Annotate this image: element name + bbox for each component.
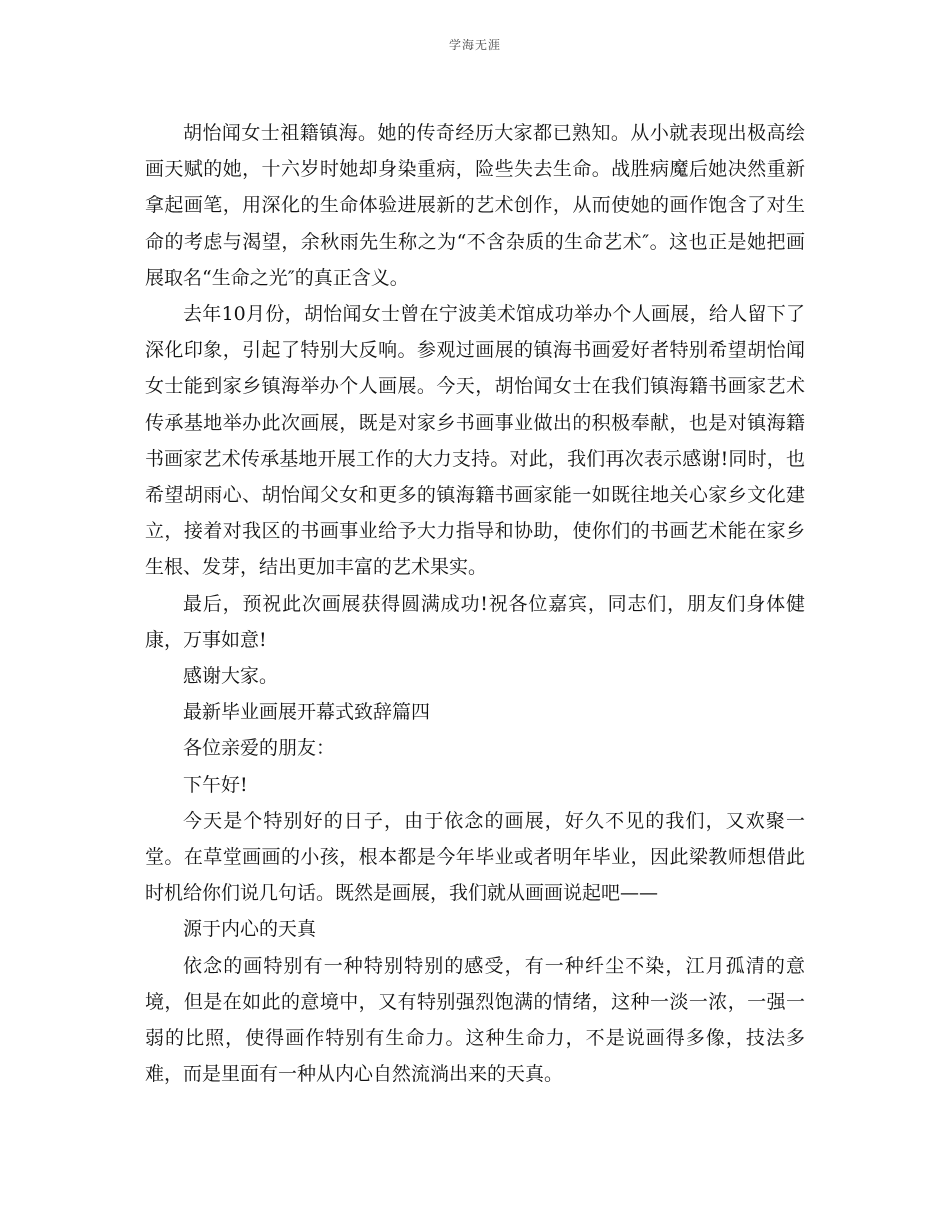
paragraph: 最后，预祝此次画展获得圆满成功!祝各位嘉宾，同志们，朋友们身体健康，万事如意! bbox=[145, 592, 805, 651]
paragraph: 感谢大家。 bbox=[183, 665, 279, 688]
subheading: 源于内心的天真 bbox=[183, 918, 317, 941]
document-body bbox=[145, 115, 805, 1092]
paragraph: 胡怡闻女士祖籍镇海。她的传奇经历大家都已熟知。从小就表现出极高绘画天赋的她，十六岁时她却身染重病，险些失去生命。战胜病魔后她决然重新拿起画笔，用深化的生命体验进展新的艺术创作，从而使她的画作饱含了对生命的考虑与渴望，余秋雨先生称之为“不含杂质的生命艺术″。这也正是她把画展取名“生命之光″的真正含义。 bbox=[145, 122, 805, 289]
paragraph: 依念的画特别有一种特别特别的感受，有一种纤尘不染，江月孤清的意境，但是在如此的意境中，又有特别强烈饱满的情绪，这种一淡一浓，一强一弱的比照，使得画作特别有生命力。这种生命力，不是说画得多像，技法多难，而是里面有一种从内心自然流淌出来的天真。 bbox=[145, 954, 805, 1086]
paragraph: 去年10月份，胡怡闻女士曾在宁波美术馆成功举办个人画展，给人留下了深化印象，引起了特别大反响。参观过画展的镇海书画爱好者特别希望胡怡闻女士能到家乡镇海举办个人画展。今天，胡怡闻女士在我们镇海籍书画家艺术传承基地举办此次画展，既是对家乡书画事业做出的积极奉献，也是对镇海籍书画家艺术传承基地开展工作的大力支持。对此，我们再次表示感谢!同时，也希望胡雨心、胡怡闻父女和更多的镇海籍书画家能一如既往地关心家乡文化建立，接着对我区的书画事业给予大力指导和协助，使你们的书画艺术能在家乡生根、发芽，结出更加丰富的艺术果实。 bbox=[145, 303, 805, 579]
paragraph: 今天是个特别好的日子，由于依念的画展，好久不见的我们，又欢聚一堂。在草堂画画的小孩，根本都是今年毕业或者明年毕业，因此梁教师想借此时机给你们说几句话。既然是画展，我们就从画画说起吧—— bbox=[145, 809, 805, 905]
section-heading: 最新毕业画展开幕式致辞篇四 bbox=[183, 701, 431, 724]
salutation: 各位亲爱的朋友： bbox=[183, 737, 336, 760]
page-header: 学海无涯 bbox=[448, 38, 501, 52]
greeting: 下午好! bbox=[183, 773, 248, 796]
